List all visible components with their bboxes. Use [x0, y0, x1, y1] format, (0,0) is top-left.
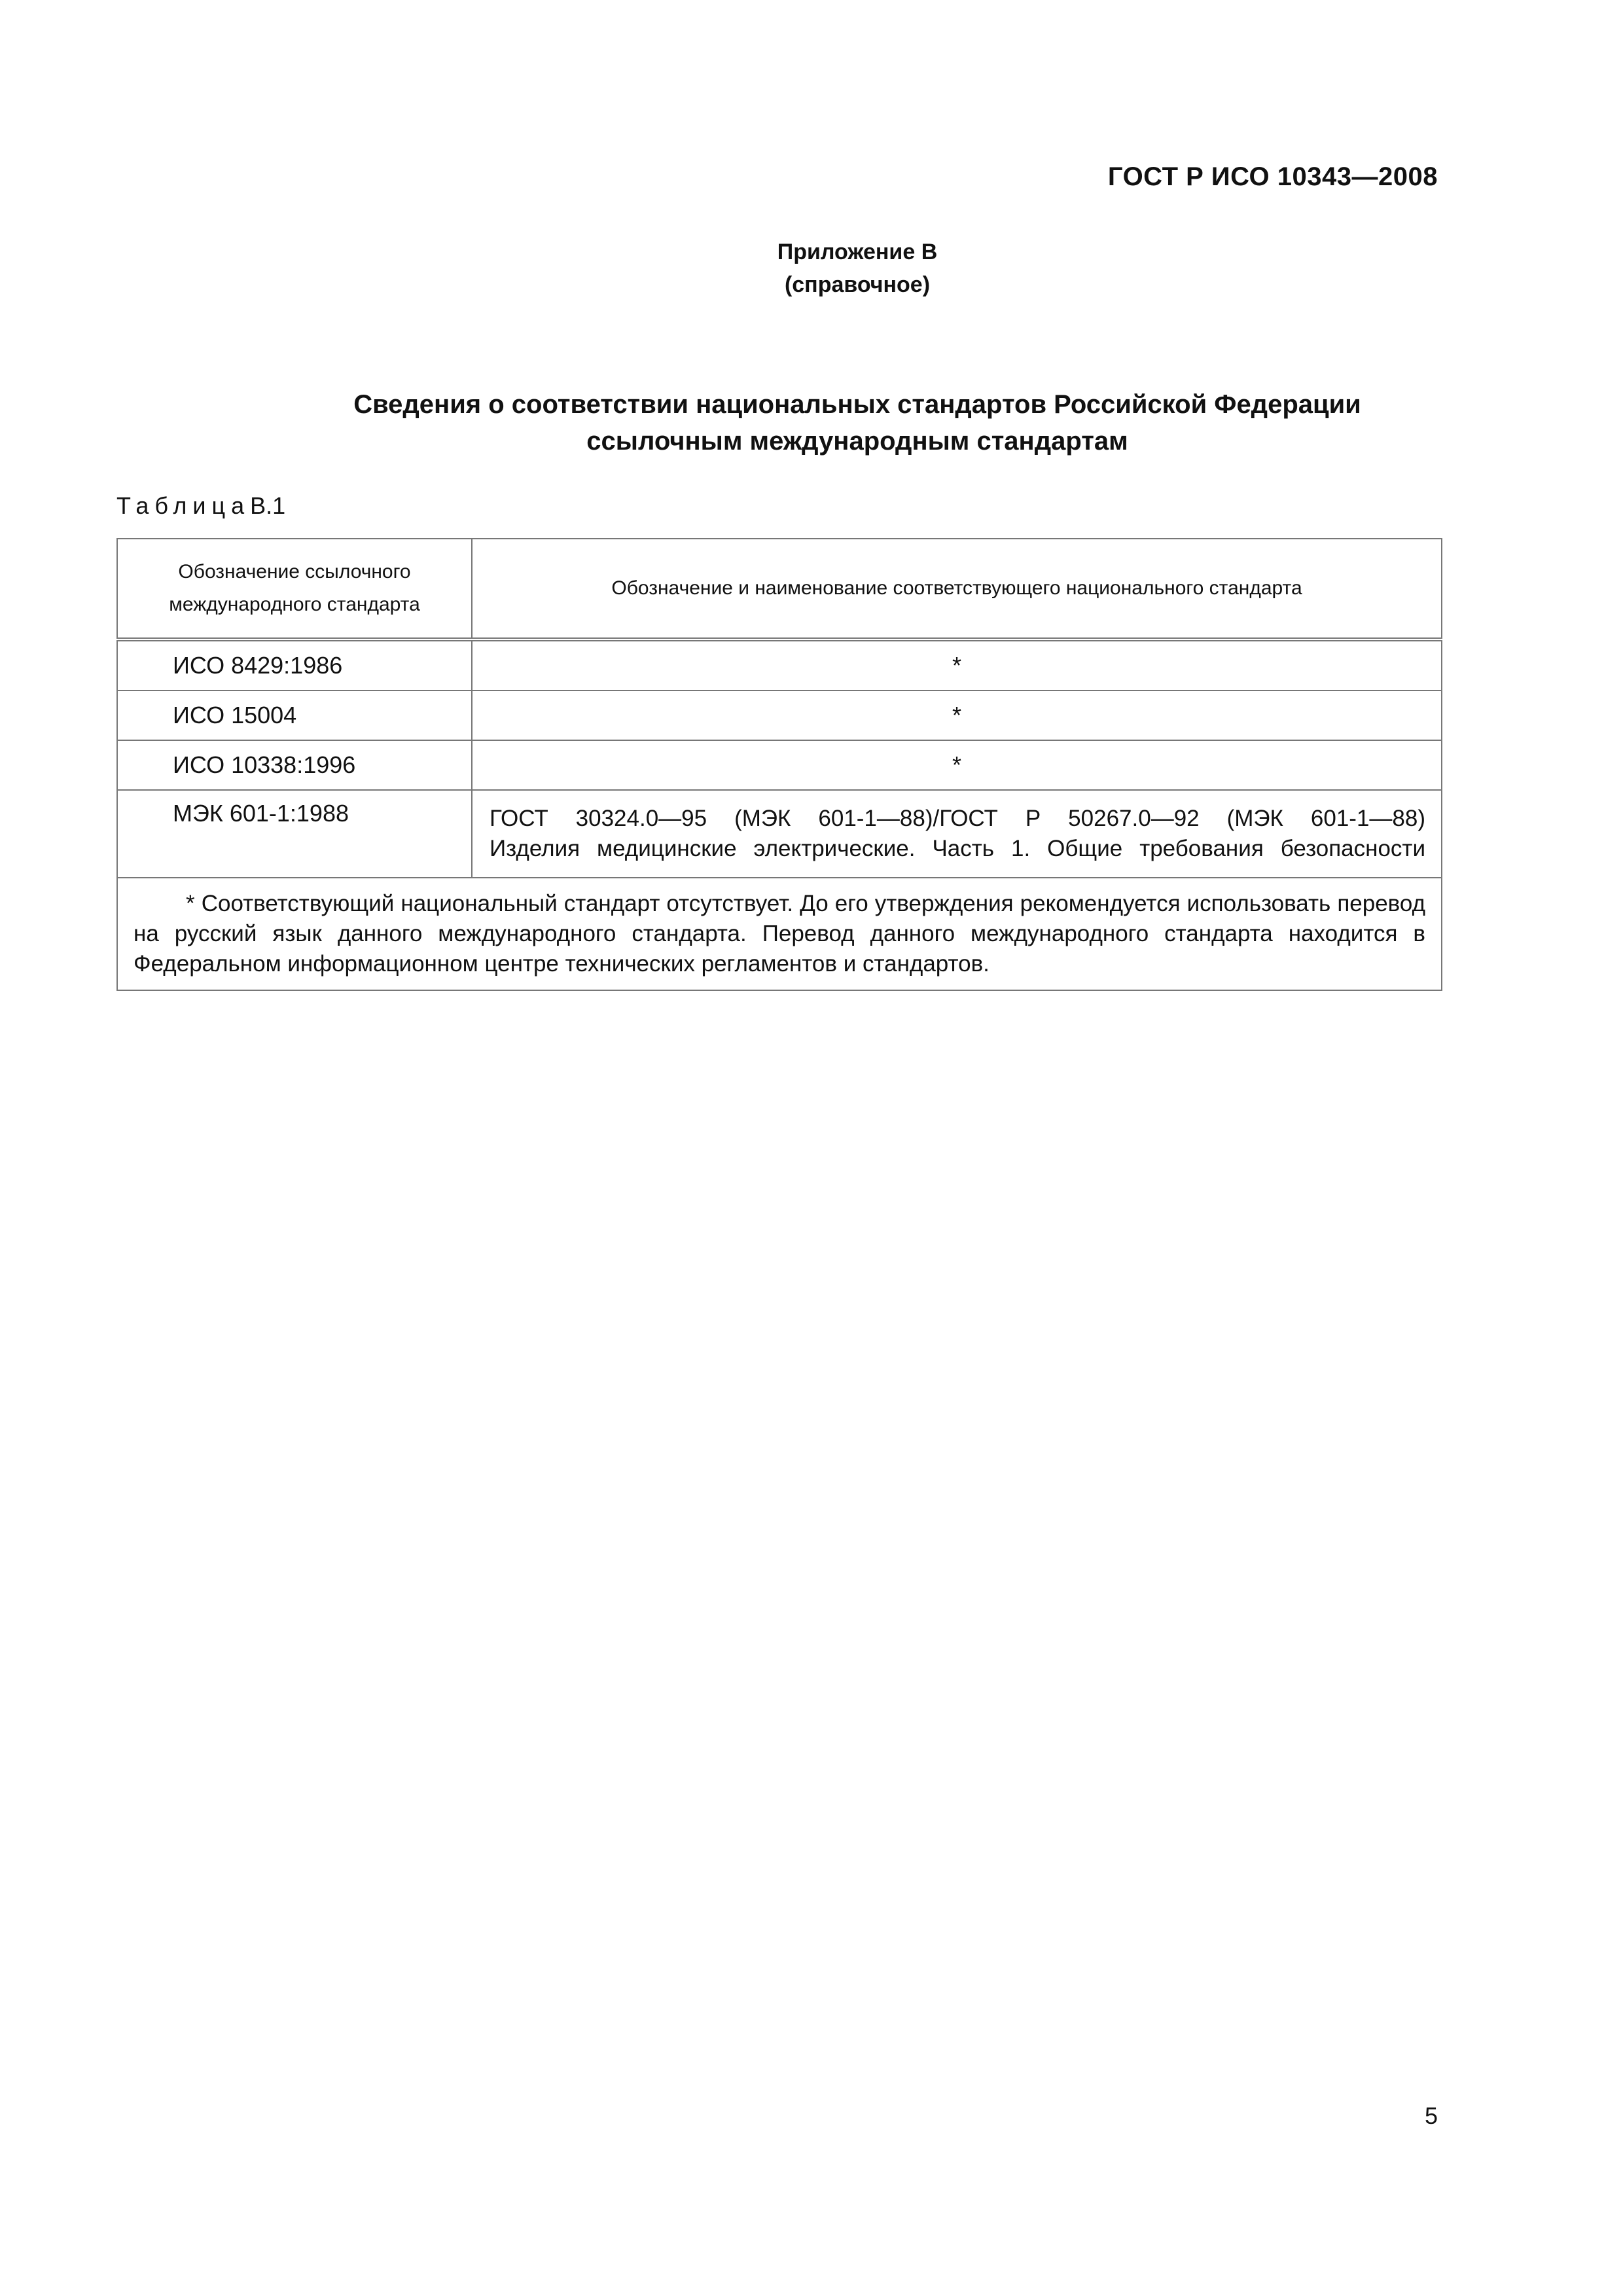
reference-standard-cell: ИСО 8429:1986: [117, 639, 472, 691]
heading-line-2: ссылочным международным стандартам: [586, 427, 1128, 456]
national-standard-cell: *: [472, 691, 1442, 740]
document-code: ГОСТ Р ИСО 10343—2008: [1107, 162, 1438, 191]
national-standard-cell: *: [472, 740, 1442, 790]
table-row: [117, 691, 1442, 740]
table-footnote: [117, 878, 1442, 990]
annex-title: Приложение В: [777, 240, 938, 264]
table-row: [117, 639, 1442, 691]
table-caption-word: Таблица: [116, 492, 251, 519]
standards-table: [116, 538, 1442, 991]
table-row: [117, 740, 1442, 790]
table-header-row: [117, 539, 1442, 639]
column-header-national: Обозначение и наименование соответствующего национального стандарта: [472, 539, 1442, 639]
annex-block: [0, 236, 1623, 301]
column-header-reference: Обозначение ссылочного международного стандарта: [117, 539, 472, 639]
table-caption-number: В.1: [250, 492, 286, 519]
footnote-text: * Соответствующий национальный стандарт отсутствует. До его утверждения рекомендуется использовать перевод на русский язык данного международного стандарта. Перевод данного международного стандарта находится в Федеральном информационном центре технических регламентов и стандартов.: [134, 891, 1425, 977]
reference-standard-cell: МЭК 601-1:1988: [117, 790, 472, 878]
reference-standard-cell: ИСО 15004: [117, 691, 472, 740]
annex-status: (справочное): [784, 272, 931, 297]
national-standard-title: Изделия медицинские электрические. Часть 1. Общие требования безопасности: [490, 836, 1425, 861]
table-caption: [116, 492, 285, 520]
national-standard-designation: ГОСТ 30324.0—95 (МЭК 601-1—88)/ГОСТ Р 50267.0—92 (МЭК 601-1—88): [490, 806, 1425, 831]
table-row: [117, 790, 1442, 878]
table-footnote-row: [117, 878, 1442, 990]
section-heading: [0, 386, 1623, 459]
national-standard-cell: *: [472, 639, 1442, 691]
national-standard-cell: [472, 790, 1442, 878]
reference-standard-cell: ИСО 10338:1996: [117, 740, 472, 790]
heading-line-1: Сведения о соответствии национальных стандартов Российской Федерации: [353, 390, 1361, 419]
page-number: 5: [1424, 2102, 1438, 2129]
